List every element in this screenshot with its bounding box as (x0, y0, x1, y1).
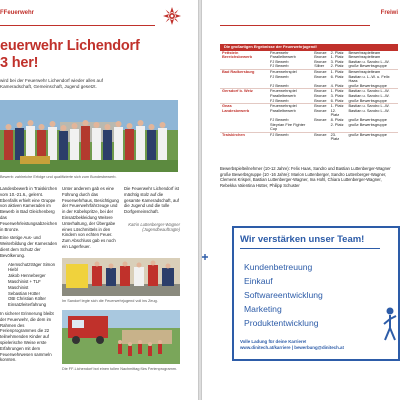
ad-tagline: Volle Ladung für deine Karriere! (240, 339, 307, 344)
table-cell-place: 1. Platz (329, 104, 347, 109)
table-cell-medal: Bronze (314, 54, 327, 60)
table-cell-event: Feuerwehrspiel (268, 69, 312, 74)
table-cell-cat: Pettstein (222, 49, 239, 55)
table-cell-medal: Bronze (312, 132, 328, 142)
table-cell-cat: Bad Radkersburg (220, 69, 268, 74)
table-cell-event: Steyrian Fire Fighter Cup (270, 121, 306, 132)
list-item: • OBI Christian Költer Einsatzleiterfahrung (8, 296, 58, 308)
paragraph: In sicherer Erinnerung bleibt der Feuerwehr, die dem im Rahmen des Ferienprogrammes die 22 teilnehmenden Kinder auf spielerische Weise erste Erfahrungen mit dem Feuerwehrwesen sammeln konnten. (0, 310, 54, 363)
table-cell-team: Bastian u. L.-W. u. Felix Haas (348, 73, 390, 84)
table-cell-event: FJ Bewerb (270, 82, 289, 88)
left-page-header (0, 0, 198, 26)
table-cell-cat: Traiskirchen (220, 132, 268, 142)
table-cell-team: große Bewerbsgruppe (348, 116, 387, 122)
table-cell-cat: Landesbewerb (222, 107, 250, 113)
table-cell-place: 12. Platz (330, 107, 340, 118)
table-cell-place: 8. Platz (330, 116, 344, 122)
list-item: • Maschinist + TLF Maschinist (8, 279, 58, 291)
job-item: Marketing (244, 304, 282, 314)
youth-team-photo (62, 258, 180, 296)
table-cell-place: 6. Platz (330, 73, 344, 79)
group-photo-caption: Bewerb: zahlreiche Erfolge und qualifizierte sich zum Bundesbewerb. (0, 175, 117, 179)
header-rule (220, 25, 370, 26)
table-cell-cat (220, 75, 268, 84)
training-list (0, 262, 58, 308)
ad-contact-link[interactable]: www.dinitech.at/karriere | bewerbung@dinitech.at (240, 345, 344, 350)
table-cell-event: Parallelbewerb (270, 92, 296, 98)
table-cell-team: große Bewerbsgruppe (348, 82, 387, 88)
table-cell-event: FJ Bewerb (270, 58, 289, 64)
table-row (220, 132, 398, 142)
table-cell-place: 1. Platz (330, 54, 344, 60)
table-cell-team: große Bewerbsgruppe (348, 63, 387, 69)
table-cell-event: FJ Bewerb (270, 97, 289, 103)
right-page (202, 0, 400, 400)
section-label: Freiwi (380, 10, 398, 16)
results-table (220, 44, 398, 142)
table-cell-event: FJ Bewerb (270, 73, 289, 79)
table-cell-team: Bewerbsspielteam (346, 69, 398, 74)
paragraph: Landesbewerb in Traiskirchen vom 10.-21.6., gelernt. Ebenfalls erhielt eine Gruppe von aktiven Kameraden im Bewerb in Bad Gleichenberg das Feuerwehrleistungsabzeichen in Bronze. (0, 186, 58, 232)
job-item: Kundenbetreuung (244, 262, 313, 272)
table-cell-medal: Bronze (314, 92, 327, 98)
table-cell-place: 4. Platz (330, 82, 344, 88)
table-cell-medal: Silber (314, 63, 325, 69)
table-cell-event: Feuerwehrspiel (268, 89, 312, 94)
list-item: • Atemschutzträger Simon Hiebl (8, 262, 58, 274)
table-cell-event: FJ Bewerb (270, 63, 289, 69)
table-cell-place: 1. Platz (329, 89, 347, 94)
table-cell-cat: Gnas (220, 104, 268, 109)
table-cell-cat: Gersdorf b. Weiz (220, 89, 268, 94)
table-cell-medal: Bronze (314, 97, 327, 103)
paragraph: Unter anderem gab es eine Führung durch das Feuerwehrhaus, Besichtigung der Feuerwehrfahrzeuge und in der Kübelspritze, bei der Einsatzbekleidung Weitere Unterhaltung, der Übergabe eines Löschmittels in den Kindern von echten Feuer. Zum Abschluss gab es noch ein Lagerfeuer. (62, 186, 119, 249)
text-column-2 (62, 186, 120, 253)
table-cell-cat (220, 123, 268, 133)
table-cell-medal: Bronze (314, 49, 327, 55)
table-cell-medal: Bronze (314, 73, 327, 79)
list-item: • Sebastian Hütter (8, 291, 58, 297)
paragraph: Die Feuerwehr Lichendorf ist mächtig stolz auf die gesamte Kameradschaft, auf die Jugend und die tolle Dorfgemeinschaft. (124, 186, 179, 215)
table-cell-event: FJ Bewerb (268, 132, 312, 142)
table-cell-medal: Bronze (314, 103, 327, 109)
author-signature: Katrin Luttenberger-Wagner (Jugendbeauftragte) (128, 222, 180, 233)
table-cell-medal: Bronze (314, 116, 327, 122)
table-cell-medal: Bronze (314, 58, 327, 64)
table-cell-team: Bastian u. Sandro L.-W. (348, 92, 390, 98)
plus-icon (202, 254, 208, 260)
table-cell-event: Parallelbewerb (270, 107, 296, 113)
ad-divider (240, 248, 380, 249)
list-item: • Jakob Henneberger (8, 273, 58, 279)
article-title: euerwehr Lichendorf 3 her! (0, 38, 140, 71)
table-cell-event: Feuerwehr (270, 49, 289, 55)
table-cell-medal: Bronze (314, 68, 327, 74)
table-cell-medal (312, 123, 328, 133)
table-cell-team: Bastian u. Sandro L.-W. (348, 107, 390, 113)
group-photo (0, 100, 178, 172)
table-cell-team: Bastian u. Sandro L.-W. (346, 89, 398, 94)
table-cell-event: Feuerwehrspiel (268, 104, 312, 109)
paragraph: Eine stetige Aus- und Weiterbildung der Kameraden dient dem Schutz der Bevölkerung. (0, 235, 58, 258)
table-cell-team: Bewerbsspielteam (348, 49, 381, 55)
text-column-1 (0, 186, 58, 366)
table-cell-place: 1. Platz (329, 69, 347, 74)
table-cell-team: große Bewerbsgruppe (348, 97, 387, 103)
table-cell-place: 2. Platz (330, 49, 344, 55)
table-cell-medal: Bronze (314, 107, 327, 113)
youth-team-caption: Im Sandorf legte sich die Feuerwehrjugend voll ins Zeug. (62, 299, 158, 303)
table-cell-team: Bastian u. Sandro L.-W. (348, 58, 390, 64)
table-cell-cat: Bereichsbewerb (222, 54, 253, 60)
left-page (0, 0, 198, 400)
section-label: FFeuerwehr (0, 10, 35, 16)
table-cell-place: 3. Platz (330, 58, 344, 64)
holiday-program-caption: Die FF-Lichendorf bot einen tollen Nachmittag fürs Ferienprogramm. (62, 367, 178, 371)
fire-brigade-emblem-icon (162, 6, 182, 26)
person-figure-icon (380, 306, 398, 342)
ad-footer (240, 339, 344, 351)
table-cell-place: 2. Platz (330, 63, 344, 69)
table-cell-place: 3. Platz (330, 92, 344, 98)
table-cell-event: FJ Bewerb (270, 116, 289, 122)
table-cell-team: Bastian u. Sandro L.-W. (346, 104, 398, 109)
job-list (244, 260, 323, 330)
header-rule (0, 25, 155, 26)
job-advertisement (232, 226, 400, 361)
job-item: Einkauf (244, 276, 273, 286)
table-title: Die großartigen Ergebnisse der Feuerwehrjugend! (220, 44, 398, 51)
table-cell-place: 6. Platz (330, 97, 344, 103)
table-cell-medal: Bronze (314, 88, 327, 94)
table-row (220, 123, 398, 133)
ad-headline: Wir verstärken unser Team! (240, 234, 365, 245)
job-item: Produktentwicklung (244, 318, 319, 328)
job-item: Softwareentwicklung (244, 290, 323, 300)
table-cell-event: Parallelbewerb (270, 54, 296, 60)
table-cell-place: 2. Platz (330, 121, 344, 127)
table-cell-team: große Bewerbsgruppe (346, 132, 398, 142)
table-cell-team: große Bewerbsgruppe (348, 121, 387, 127)
table-cell-team: Bewerbsspielteam (348, 54, 381, 60)
participants-text: Bewerbspielteilnehmer (10-12 Jahre): Felix Haas, Sandro und Bastian Luttenberger-Wagner große Bewerbsgruppe (10 -16 Jahre): Marion Luttenberger, Sandro Luttenberger-Wagner, Clemens Krispel, Bastian Luttenberger-Wagner, Ina Hohl, Chiara Luttenberger-Wagner, Rebekka Valentina Hütter, Philipp Schuster (220, 166, 391, 188)
text-column-3 (124, 186, 180, 218)
holiday-program-photo (62, 310, 180, 364)
article-lead: wird bei der Feuerwehr Lichendorf wieder alles auf Kameradschaft, Gemeinschaft, Jugend gesetzt. (0, 78, 103, 90)
table-cell-place: 23. Platz (329, 132, 347, 142)
table-cell-medal: Bronze (314, 82, 327, 88)
